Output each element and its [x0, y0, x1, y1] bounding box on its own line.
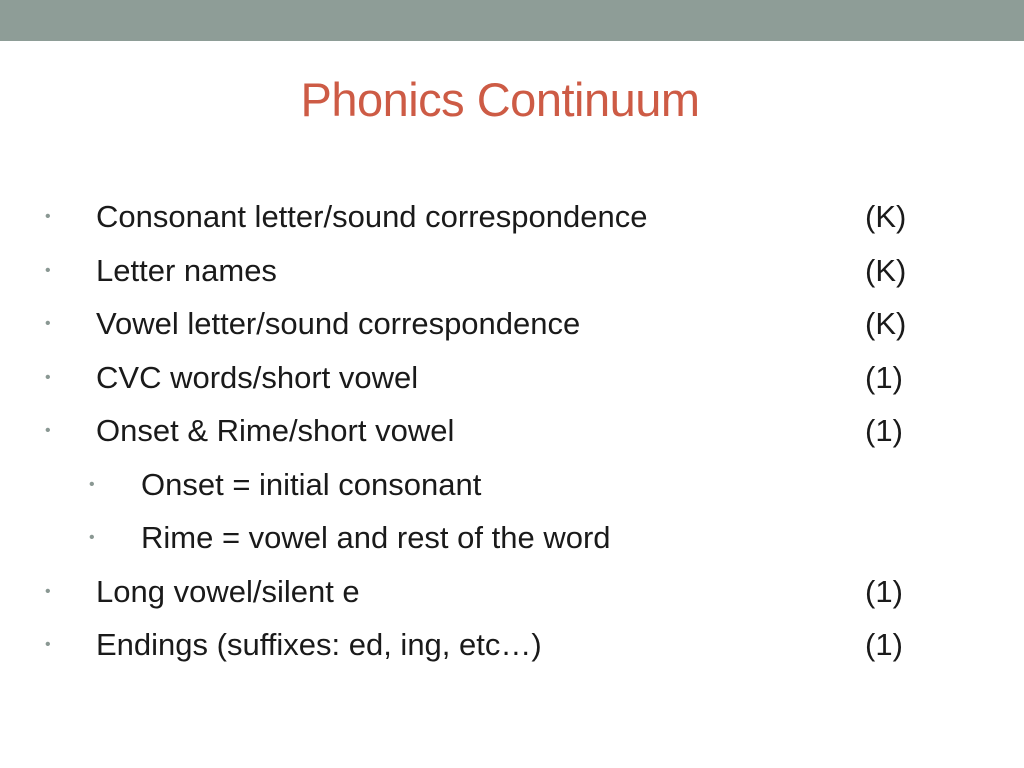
- item-grade: (1): [865, 573, 903, 609]
- sub-list-item: [0, 460, 1024, 514]
- item-grade: (1): [865, 359, 903, 395]
- item-grade: (K): [865, 199, 907, 234]
- bullet-icon: •: [45, 422, 51, 439]
- item-text: Vowel letter/sound correspondence: [96, 306, 581, 341]
- item-text: Long vowel/silent e: [96, 573, 360, 609]
- list-item: [0, 246, 1024, 300]
- bullet-list: [0, 192, 1024, 674]
- item-grade: (1): [865, 413, 903, 448]
- item-text: Consonant letter/sound correspondence: [96, 199, 648, 234]
- item-text: Onset & Rime/short vowel: [96, 413, 455, 448]
- item-grade: (K): [865, 306, 907, 341]
- item-text: CVC words/short vowel: [96, 359, 419, 395]
- sub-list-item: [0, 513, 1024, 567]
- list-item: [0, 620, 1024, 674]
- list-item: [0, 353, 1024, 407]
- item-text: Endings (suffixes: ed, ing, etc…): [96, 627, 542, 662]
- bullet-icon: •: [45, 636, 51, 653]
- item-text: Onset = initial consonant: [141, 466, 482, 502]
- bullet-icon: •: [89, 475, 95, 493]
- bullet-icon: •: [45, 315, 51, 332]
- bullet-icon: •: [89, 529, 95, 546]
- item-grade: (1): [865, 627, 903, 662]
- list-item: [0, 567, 1024, 621]
- bullet-icon: •: [45, 261, 51, 279]
- bullet-icon: •: [45, 208, 51, 225]
- slide-title: Phonics Continuum: [300, 73, 700, 126]
- bullet-icon: •: [45, 582, 51, 600]
- list-item: [0, 299, 1024, 353]
- bullet-icon: •: [45, 368, 51, 386]
- item-text: Rime = vowel and rest of the word: [141, 520, 611, 555]
- list-item: [0, 406, 1024, 460]
- item-text: Letter names: [96, 252, 277, 288]
- list-item: [0, 192, 1024, 246]
- top-accent-bar: [0, 0, 1024, 41]
- item-grade: (K): [865, 252, 907, 288]
